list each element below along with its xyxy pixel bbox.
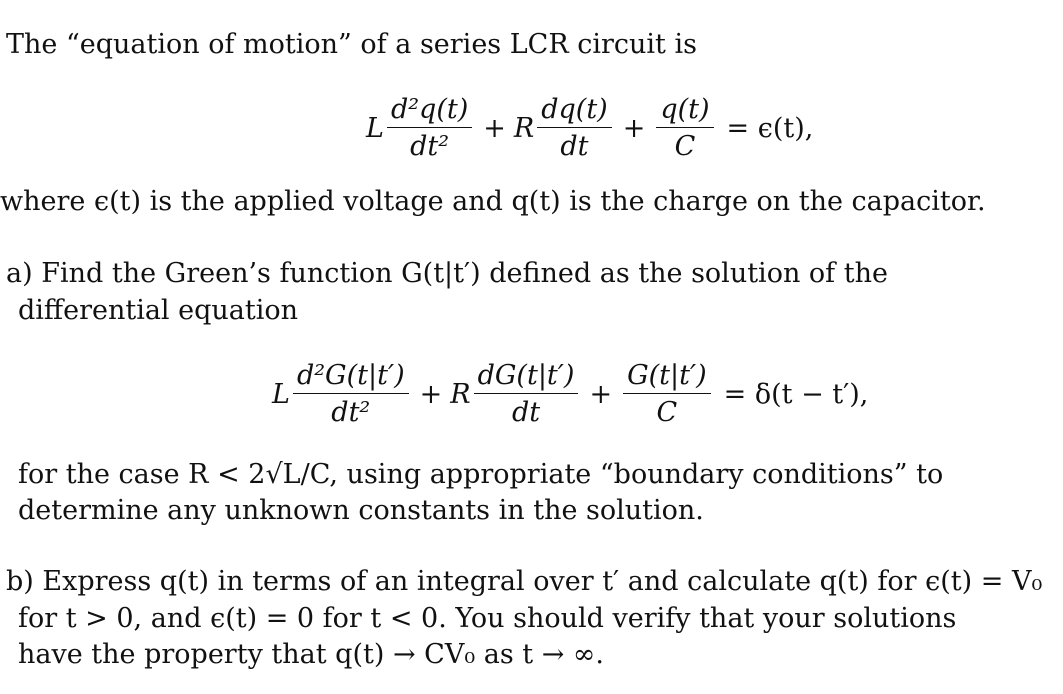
part-b-line-2: for t > 0, and ϵ(t) = 0 for t < 0. You should verify that your solutions xyxy=(18,603,957,634)
eq2-frac1-denominator: dt² xyxy=(331,397,371,428)
eq1-charge-capacitance-fraction xyxy=(656,94,713,162)
eq1-first-derivative-fraction xyxy=(537,94,612,162)
part-a-line-1: a) Find the Green’s function G(t|t′) defined as the solution of the xyxy=(6,258,888,289)
eq2-first-derivative-fraction xyxy=(474,360,579,428)
eq2-frac1-numerator: d²G(t|t′) xyxy=(293,360,409,394)
eq2-frac2-denominator: dt xyxy=(511,397,541,428)
eq1-inductance: L xyxy=(366,112,384,144)
eq1-frac3-numerator: q(t) xyxy=(656,94,713,128)
greens-function-equation xyxy=(272,354,876,434)
eq1-plus-1: + xyxy=(483,112,506,144)
eq2-inductance: L xyxy=(272,378,290,410)
eq1-frac3-denominator: C xyxy=(674,131,696,162)
eq2-frac2-numerator: dG(t|t′) xyxy=(474,360,579,394)
part-a-line-4: determine any unknown constants in the solution. xyxy=(18,495,704,526)
eq2-plus-2: + xyxy=(589,378,613,410)
part-b-line-3: have the property that q(t) → CV₀ as t → ∞. xyxy=(18,639,604,670)
eq1-frac2-numerator: dq(t) xyxy=(537,94,612,128)
eq1-frac1-numerator: d²q(t) xyxy=(387,94,472,128)
eq2-plus-1: + xyxy=(419,378,443,410)
part-b-line-1: b) Express q(t) in terms of an integral over t′ and calculate q(t) for ϵ(t) = V₀ xyxy=(6,566,1043,597)
eq1-frac2-denominator: dt xyxy=(560,131,589,162)
eq2-second-derivative-fraction xyxy=(293,360,409,428)
part-a-line-3: for the case R < 2√L/C, using appropriate “boundary conditions” to xyxy=(18,459,944,490)
intro-line-1: The “equation of motion” of a series LCR circuit is xyxy=(6,29,697,60)
part-a-line-2: differential equation xyxy=(18,295,299,326)
equation-of-motion xyxy=(366,92,821,164)
eq1-second-derivative-fraction xyxy=(387,94,472,162)
eq1-plus-2: + xyxy=(622,112,646,144)
eq2-greens-capacitance-fraction xyxy=(623,360,711,428)
eq1-rhs: = ϵ(t), xyxy=(726,112,814,144)
eq2-frac3-numerator: G(t|t′) xyxy=(623,360,711,394)
eq2-resistance: R xyxy=(450,378,471,410)
eq1-resistance: R xyxy=(513,112,535,144)
eq2-rhs: = δ(t − t′), xyxy=(723,378,869,410)
eq1-frac1-denominator: dt² xyxy=(410,131,450,162)
eq2-frac3-denominator: C xyxy=(656,397,678,428)
intro-line-2: where ϵ(t) is the applied voltage and q(t) is the charge on the capacitor. xyxy=(0,186,986,217)
